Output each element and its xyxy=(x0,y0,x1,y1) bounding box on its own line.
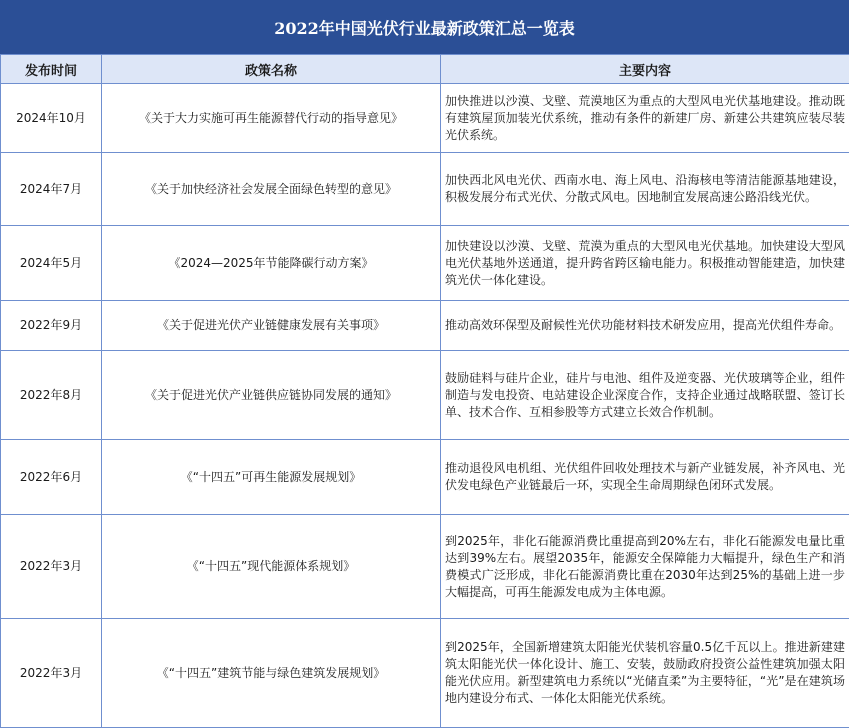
policy-table xyxy=(0,54,849,728)
row-date: 2022年6月 xyxy=(1,440,102,515)
row-content: 推动退役风电机组、光伏组件回收处理技术与新产业链发展，补齐风电、光伏发电绿色产业链最后一环，实现全生命周期绿色闭环式发展。 xyxy=(441,440,849,515)
row-policy-name: 《关于大力实施可再生能源替代行动的指导意见》 xyxy=(102,84,441,153)
table-row xyxy=(1,84,849,153)
row-content: 鼓励硅料与硅片企业，硅片与电池、组件及逆变器、光伏玻璃等企业，组件制造与发电投资、电站建设企业深度合作，支持企业通过战略联盟、签订长单、技术合作、互相参股等方式建立长效合作机制。 xyxy=(441,351,849,440)
row-policy-name: 《“十四五”现代能源体系规划》 xyxy=(102,515,441,619)
row-content: 到2025年，非化石能源消费比重提高到20%左右，非化石能源发电量比重达到39%左右。展望2035年，能源安全保障能力大幅提升，绿色生产和消费模式广泛形成，非化石能源消费比重在2030年达到25%的基础上进一步大幅提高，可再生能源发电成为主体电源。 xyxy=(441,515,849,619)
table-row xyxy=(1,351,849,440)
table-row xyxy=(1,515,849,619)
table-header-row xyxy=(1,55,849,84)
row-content: 推动高效环保型及耐候性光伏功能材料技术研发应用，提高光伏组件寿命。 xyxy=(441,301,849,351)
table-row xyxy=(1,301,849,351)
row-date: 2022年3月 xyxy=(1,619,102,728)
row-content: 加快建设以沙漠、戈壁、荒漠为重点的大型风电光伏基地。加快建设大型风电光伏基地外送通道，提升跨省跨区输电能力。积极推动智能建造，加快建筑光伏一体化建设。 xyxy=(441,226,849,301)
row-date: 2022年8月 xyxy=(1,351,102,440)
row-policy-name: 《关于加快经济社会发展全面绿色转型的意见》 xyxy=(102,153,441,226)
row-policy-name: 《关于促进光伏产业链健康发展有关事项》 xyxy=(102,301,441,351)
table-row xyxy=(1,153,849,226)
row-policy-name: 《“十四五”可再生能源发展规划》 xyxy=(102,440,441,515)
row-policy-name: 《“十四五”建筑节能与绿色建筑发展规划》 xyxy=(102,619,441,728)
table-row xyxy=(1,619,849,728)
row-date: 2022年9月 xyxy=(1,301,102,351)
header-date: 发布时间 xyxy=(1,55,102,84)
row-date: 2024年10月 xyxy=(1,84,102,153)
header-content: 主要内容 xyxy=(441,55,849,84)
table-row xyxy=(1,226,849,301)
row-date: 2024年7月 xyxy=(1,153,102,226)
row-content: 加快西北风电光伏、西南水电、海上风电、沿海核电等清洁能源基地建设，积极发展分布式光伏、分散式风电。因地制宜发展高速公路沿线光伏。 xyxy=(441,153,849,226)
row-content: 加快推进以沙漠、戈壁、荒漠地区为重点的大型风电光伏基地建设。推动既有建筑屋顶加装光伏系统，推动有条件的新建厂房、新建公共建筑应装尽装光伏系统。 xyxy=(441,84,849,153)
header-policy-name: 政策名称 xyxy=(102,55,441,84)
page-title: 2022年中国光伏行业最新政策汇总一览表 xyxy=(0,0,849,54)
row-policy-name: 《关于促进光伏产业链供应链协同发展的通知》 xyxy=(102,351,441,440)
table-row xyxy=(1,440,849,515)
row-date: 2022年3月 xyxy=(1,515,102,619)
row-content: 到2025年，全国新增建筑太阳能光伏装机容量0.5亿千瓦以上。推进新建建筑太阳能光伏一体化设计、施工、安装，鼓励政府投资公益性建筑加强太阳能光伏应用。新型建筑电力系统以“光储直柔”为主要特征，“光”是在建筑场地内建设分布式、一体化太阳能光伏系统。 xyxy=(441,619,849,728)
row-policy-name: 《2024—2025年节能降碳行动方案》 xyxy=(102,226,441,301)
row-date: 2024年5月 xyxy=(1,226,102,301)
